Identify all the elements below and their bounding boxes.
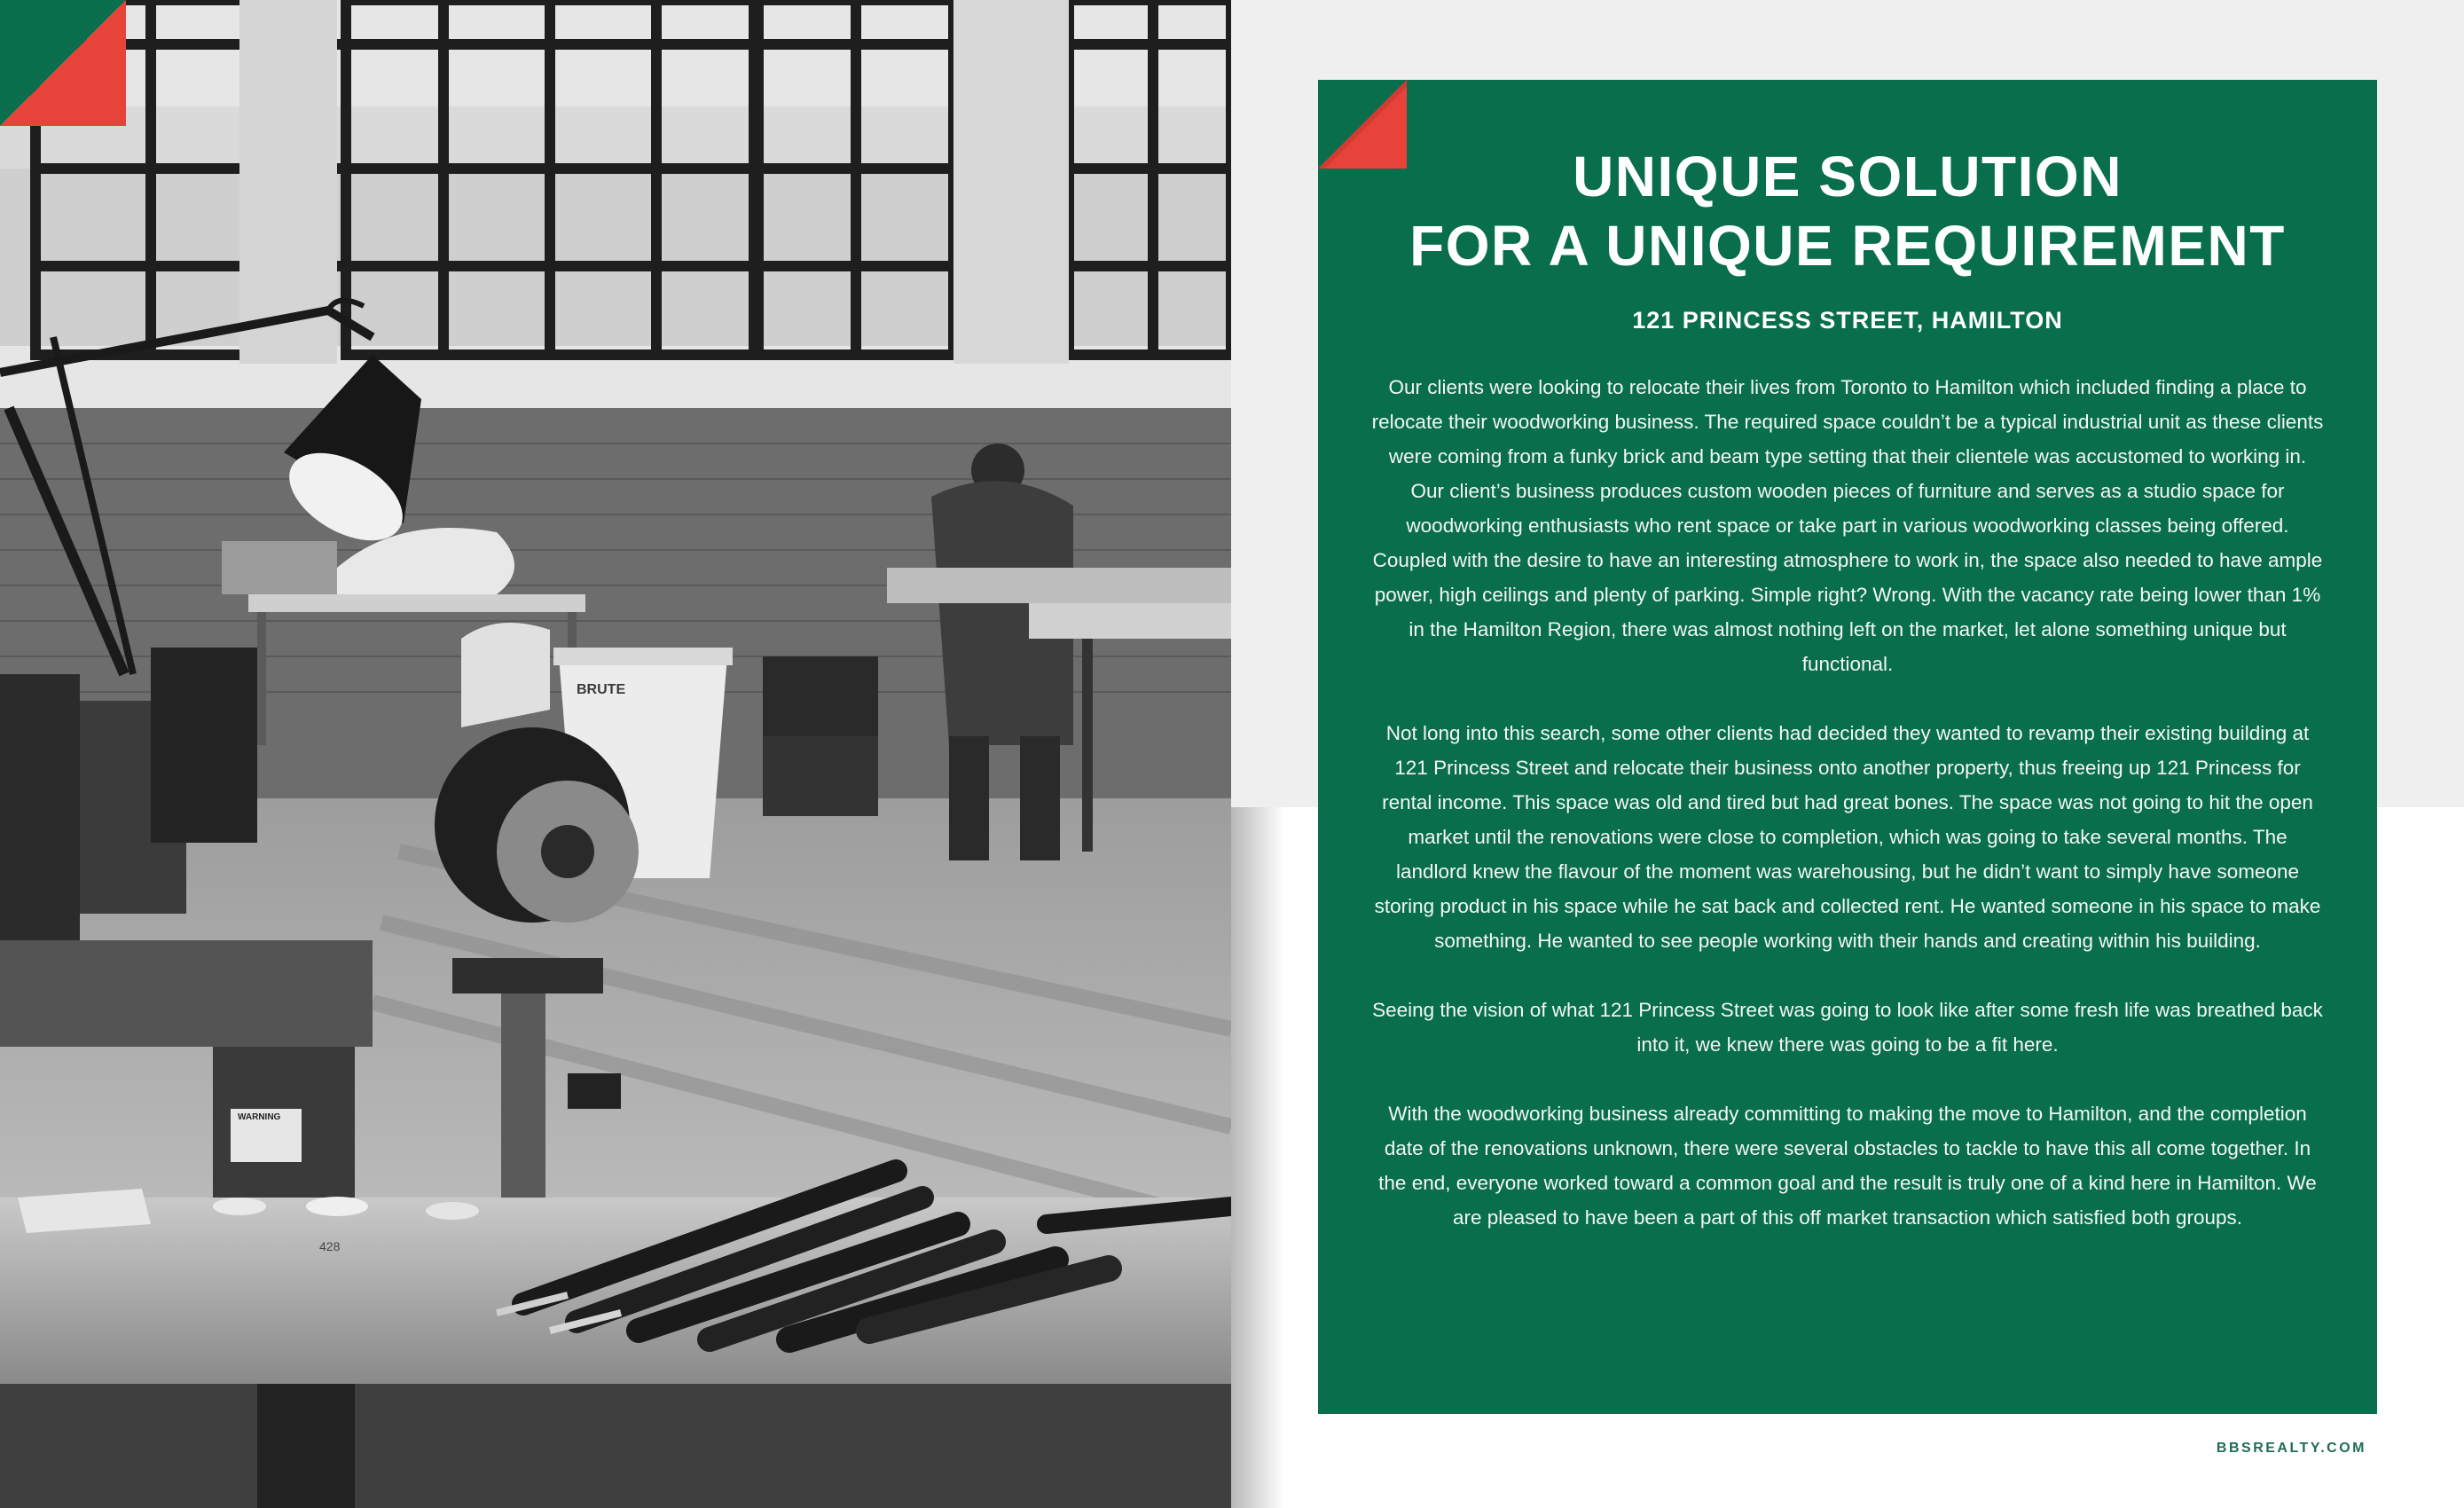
article-title-line-2: FOR A UNIQUE REQUIREMENT [1409,214,2286,278]
warning-label: WARNING [238,1112,281,1122]
bucket-label: BRUTE [577,682,626,697]
article-paragraph: Not long into this search, some other clients had decided they wanted to revamp their existing building at 121 Princess Street and relocate their business onto another property, thus freeing up 121 Princess for rental income. This space was old and tired but had great bones. The space was not going to hit the open market until the renovations were close to completion, which was going to take several months. The landlord knew the flavour of the moment was warehousing, but he didn’t want to simply have someone storing product in his space while he sat back and collected rent. He wanted someone in his space to make something. He wanted to see people working with their hands and creating within his building. [1374,722,2321,952]
footer-website-url[interactable]: BBSREALTY.COM [2216,1441,2366,1456]
workshop-photo-illustration [0,0,1231,1508]
article-title [1371,142,2324,280]
article-panel [1318,80,2377,1414]
article-paragraph: Our clients were looking to relocate their lives from Toronto to Hamilton which included finding a place to relocate their woodworking business. The required space couldn’t be a typical industrial unit as these clients were coming from a funky brick and beam type setting that their clientele was accustomed to working in. Our client’s business produces custom wooden pieces of furniture and serves as a studio space for woodworking enthusiasts who rent space or take part in various woodworking classes being offered. Coupled with the desire to have an interesting atmosphere to work in, the space also needed to have ample power, high ceilings and plenty of parking. Simple right? Wrong. With the vacancy rate being lower than 1% in the Hamilton Region, there was almost nothing left on the market, let alone something unique but functional. [1371,376,2324,675]
article-paragraph: With the woodworking business already committing to making the move to Hamilton, and the completion date of the renovations unknown, there were several obstacles to tackle to have this all come together. In the end, everyone worked toward a common goal and the result is truly one of a kind here in Hamilton. We are pleased to have been a part of this off market transaction which satisfied both groups. [1378,1103,2317,1229]
article-title-line-1: UNIQUE SOLUTION [1573,145,2123,208]
workshop-photo [0,0,1231,1508]
article-paragraph: Seeing the vision of what 121 Princess Street was going to look like after some fresh life was breathed back into it, we knew there was going to be a fit here. [1372,999,2323,1056]
corner-accent-top-left [0,0,126,126]
jar-label: 428 [319,1239,341,1253]
article-subtitle: 121 PRINCESS STREET, HAMILTON [1632,307,2063,334]
corner-accent-panel [1318,80,1407,169]
